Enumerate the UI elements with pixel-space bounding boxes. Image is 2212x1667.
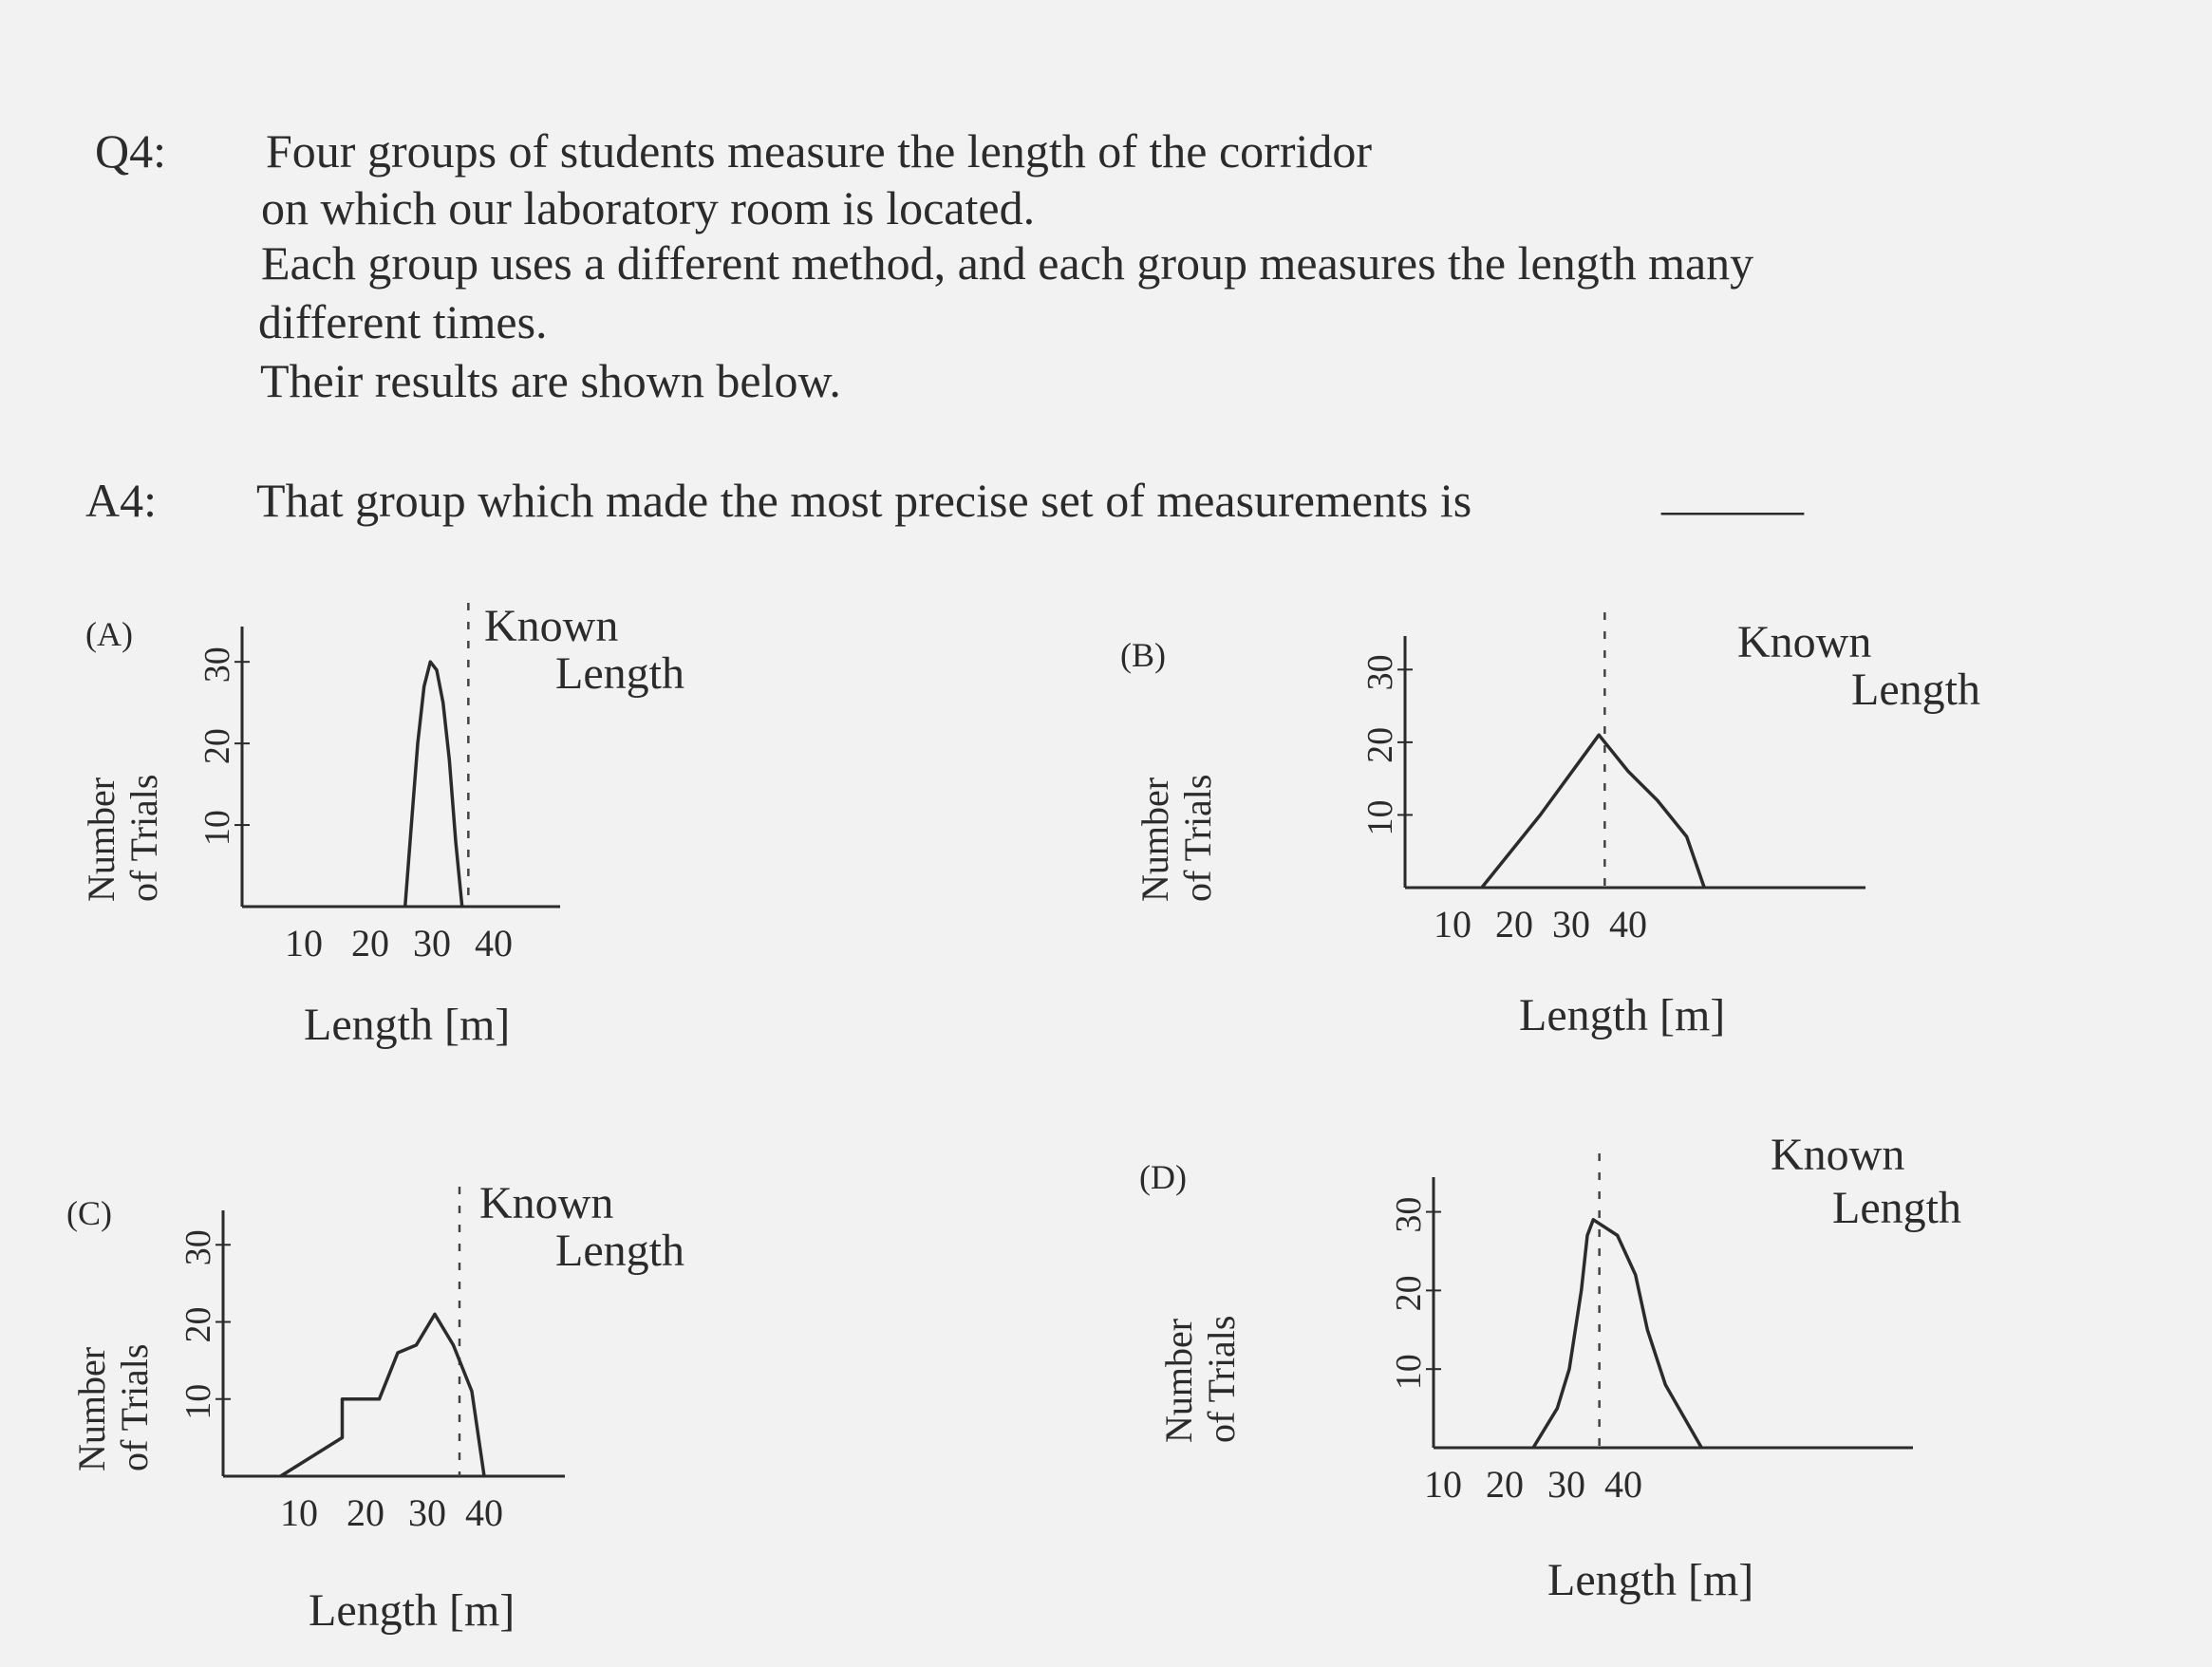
answer-text: That group which made the most precise set of measurements is xyxy=(256,474,1472,527)
x-axis-label-d: Length [m] xyxy=(1547,1555,1754,1605)
question-number: Q4: xyxy=(95,124,166,178)
data-point-c-7 xyxy=(452,1343,455,1346)
data-point-c-2 xyxy=(341,1397,344,1400)
data-point-a-5 xyxy=(436,668,439,671)
x-tick-label-d-30: 30 xyxy=(1547,1463,1585,1506)
data-point-d-9 xyxy=(1664,1383,1667,1386)
distribution-curve-c xyxy=(281,1314,485,1476)
data-point-a-8 xyxy=(455,840,458,843)
y-axis-label-line1-b: Number xyxy=(1134,777,1176,902)
x-tick-label-c-30: 30 xyxy=(408,1491,446,1534)
known-label-a: Known xyxy=(484,601,619,651)
distribution-curve-d xyxy=(1533,1220,1701,1448)
known-label-c: Known xyxy=(479,1178,614,1228)
y-tick-label-a-20: 20 xyxy=(197,728,237,765)
data-point-a-3 xyxy=(422,684,425,687)
data-point-b-1 xyxy=(1539,814,1542,816)
x-tick-label-a-40: 40 xyxy=(475,922,513,965)
chart-panel-b xyxy=(1101,598,2165,1054)
length-label-b: Length xyxy=(1851,665,1980,715)
data-point-b-2 xyxy=(1598,734,1601,737)
x-tick-label-b-10: 10 xyxy=(1434,903,1472,946)
x-tick-label-a-30: 30 xyxy=(413,922,451,965)
x-tick-label-d-40: 40 xyxy=(1604,1463,1642,1506)
x-tick-label-c-20: 20 xyxy=(347,1491,384,1534)
data-point-a-2 xyxy=(417,742,420,745)
question-line-5: Their results are shown below. xyxy=(260,354,841,407)
data-point-d-6 xyxy=(1616,1234,1619,1237)
y-axis-label-line1-d: Number xyxy=(1157,1318,1200,1443)
x-tick-label-b-20: 20 xyxy=(1495,903,1533,946)
data-point-a-6 xyxy=(441,702,444,704)
data-point-b-0 xyxy=(1480,887,1483,890)
y-tick-label-a-30: 30 xyxy=(197,646,237,684)
distribution-curve-b xyxy=(1482,735,1704,888)
y-axis-label-line2-c: of Trials xyxy=(113,1343,156,1471)
y-tick-label-c-30: 30 xyxy=(178,1229,218,1266)
data-point-a-0 xyxy=(403,906,406,908)
y-tick-label-d-20: 20 xyxy=(1389,1275,1429,1312)
panel-label-c: (C) xyxy=(66,1194,112,1232)
data-point-b-4 xyxy=(1656,799,1659,802)
x-tick-label-d-20: 20 xyxy=(1486,1463,1524,1506)
known-label-b: Known xyxy=(1737,617,1872,667)
data-point-d-2 xyxy=(1568,1368,1571,1371)
data-point-a-1 xyxy=(410,824,413,827)
x-tick-label-a-10: 10 xyxy=(285,922,323,965)
x-tick-label-b-30: 30 xyxy=(1552,903,1590,946)
data-point-a-4 xyxy=(429,661,432,664)
y-tick-label-d-30: 30 xyxy=(1389,1196,1429,1233)
length-label-d: Length xyxy=(1832,1183,1961,1233)
data-point-d-10 xyxy=(1700,1447,1703,1450)
data-point-d-0 xyxy=(1532,1447,1535,1450)
known-label-d: Known xyxy=(1771,1130,1905,1180)
y-tick-label-b-20: 20 xyxy=(1360,726,1400,763)
chart-a-svg xyxy=(57,589,1063,1082)
data-point-b-6 xyxy=(1703,887,1706,890)
y-tick-label-a-10: 10 xyxy=(197,810,237,847)
y-axis-label-line2-a: of Trials xyxy=(122,774,165,902)
distribution-curve-a xyxy=(405,662,462,907)
data-point-b-5 xyxy=(1685,835,1688,838)
data-point-d-1 xyxy=(1556,1407,1559,1410)
x-axis-label-c: Length [m] xyxy=(309,1585,516,1636)
x-axis-label-b: Length [m] xyxy=(1519,990,1726,1040)
y-axis-label-line1-c: Number xyxy=(70,1346,113,1471)
y-axis-label-line2-b: of Trials xyxy=(1176,774,1219,902)
data-point-c-5 xyxy=(415,1343,418,1346)
data-point-c-4 xyxy=(397,1352,400,1355)
y-tick-label-c-20: 20 xyxy=(178,1306,218,1343)
question-line-3: Each group uses a different method, and each group measures the length many xyxy=(261,236,1754,290)
chart-panel-c xyxy=(47,1168,1054,1642)
x-tick-label-c-10: 10 xyxy=(280,1491,318,1534)
data-point-c-3 xyxy=(378,1397,381,1400)
data-point-d-8 xyxy=(1646,1328,1649,1331)
y-tick-label-d-10: 10 xyxy=(1389,1354,1429,1391)
data-point-d-3 xyxy=(1580,1289,1583,1292)
data-point-b-3 xyxy=(1627,770,1630,773)
chart-b-svg xyxy=(1101,598,2165,1054)
y-axis-label-line2-d: of Trials xyxy=(1200,1315,1243,1443)
chart-panel-a xyxy=(57,589,1063,1082)
y-tick-label-c-10: 10 xyxy=(178,1383,218,1420)
data-point-a-9 xyxy=(460,906,463,908)
question-line-4: different times. xyxy=(258,295,548,348)
y-tick-label-b-10: 10 xyxy=(1360,799,1400,836)
length-label-a: Length xyxy=(555,648,684,699)
panel-label-b: (B) xyxy=(1120,636,1166,674)
y-axis-label-line1-a: Number xyxy=(80,777,122,902)
x-tick-label-d-10: 10 xyxy=(1424,1463,1462,1506)
chart-d-svg xyxy=(1120,1120,2184,1633)
x-axis-label-a: Length [m] xyxy=(304,1000,511,1050)
data-point-c-6 xyxy=(434,1313,437,1316)
data-point-d-7 xyxy=(1634,1273,1637,1276)
data-point-c-9 xyxy=(483,1475,486,1478)
x-tick-label-c-40: 40 xyxy=(465,1491,503,1534)
answer-number: A4: xyxy=(85,474,157,527)
data-point-a-7 xyxy=(448,759,451,761)
data-point-c-8 xyxy=(471,1390,474,1393)
data-point-d-4 xyxy=(1586,1234,1589,1237)
chart-c-svg xyxy=(47,1168,1054,1642)
x-tick-label-a-20: 20 xyxy=(351,922,389,965)
panel-label-d: (D) xyxy=(1139,1158,1187,1196)
data-point-d-5 xyxy=(1592,1218,1595,1221)
length-label-c: Length xyxy=(555,1226,684,1276)
chart-panel-d xyxy=(1120,1120,2184,1633)
data-point-c-0 xyxy=(279,1475,282,1478)
y-tick-label-b-30: 30 xyxy=(1360,654,1400,691)
question-line-1: Four groups of students measure the length of the corridor xyxy=(266,124,1373,178)
question-line-2: on which our laboratory room is located. xyxy=(261,181,1036,234)
data-point-c-1 xyxy=(341,1436,344,1439)
answer-blank: ______ xyxy=(1661,466,1804,519)
panel-label-a: (A) xyxy=(85,615,133,653)
x-tick-label-b-40: 40 xyxy=(1609,903,1647,946)
